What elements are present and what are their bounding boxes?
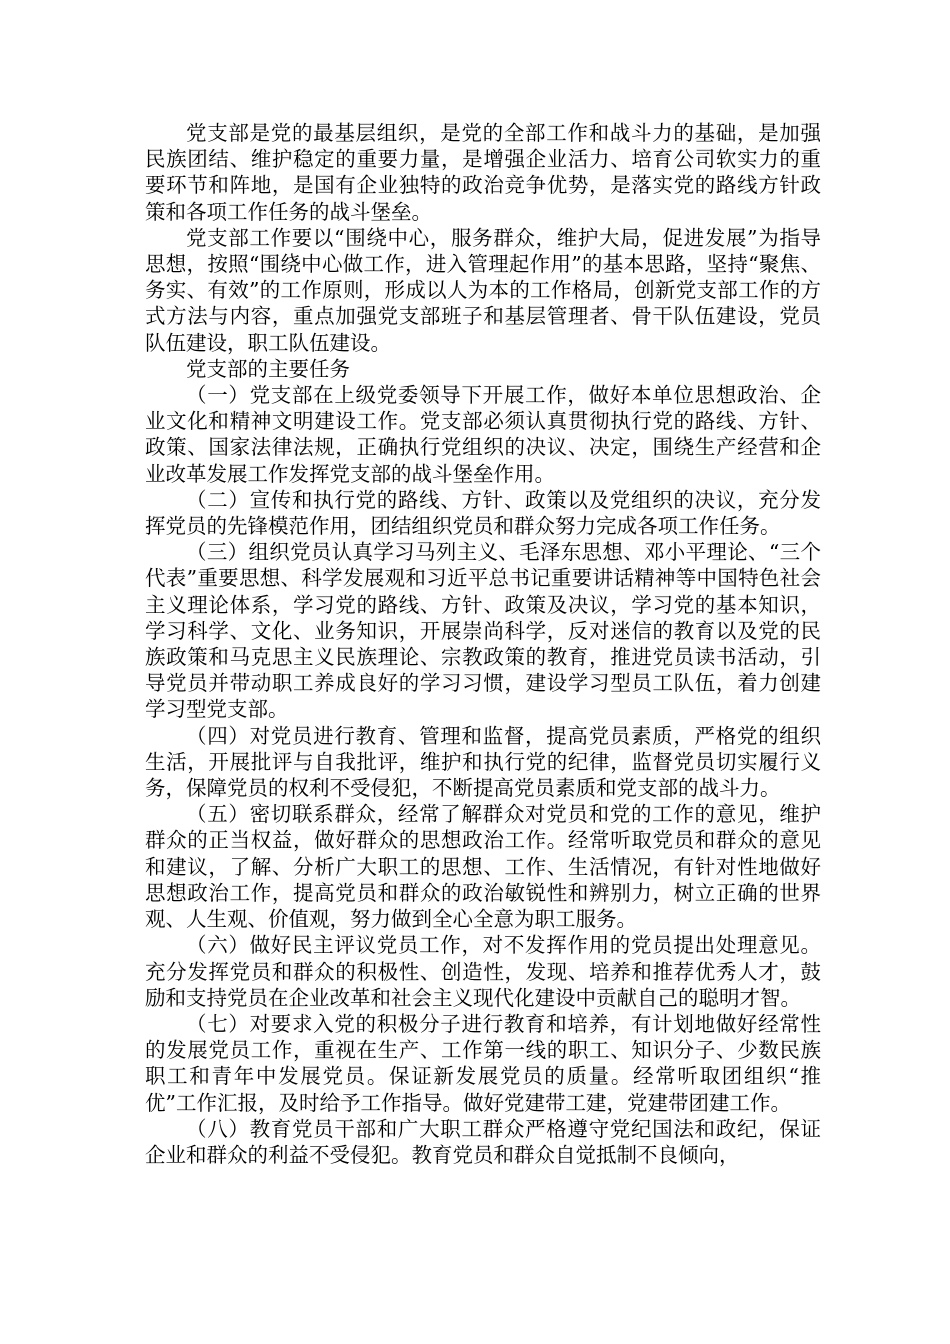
task-paragraph-2: （二）宣传和执行党的路线、方针、政策以及党组织的决议，充分发挥党员的先锋模范作用，团结组织党员和群众努力完成各项工作任务。 [145,487,821,539]
task-paragraph-6: （六）做好民主评议党员工作，对不发挥作用的党员提出处理意见。充分发挥党员和群众的积极性、创造性，发现、培养和推荐优秀人才，鼓励和支持党员在企业改革和社会主义现代化建设中贡献自己的聪明才智。 [145,933,821,1010]
section-heading: 党支部的主要任务 [186,356,350,381]
task-paragraph-5: （五）密切联系群众，经常了解群众对党员和党的工作的意见，维护群众的正当权益，做好群众的思想政治工作。经常听取党员和群众的意见和建议，了解、分析广大职工的思想、工作、生活情况，有针对性地做好思想政治工作，提高党员和群众的政治敏锐性和辨别力，树立正确的世界观、人生观、价值观，努力做到全心全意为职工服务。 [145,802,821,932]
intro-paragraph-2: 党支部工作要以“围绕中心，服务群众，维护大局，促进发展”为指导思想，按照“围绕中心做工作，进入管理起作用”的基本思路，坚持“聚焦、务实、有效”的工作原则，形成以人为本的工作格局，创新党支部工作的方式方法与内容，重点加强党支部班子和基层管理者、骨干队伍建设，党员队伍建设，职工队伍建设。 [145,225,821,355]
task-paragraph-4: （四）对党员进行教育、管理和监督，提高党员素质，严格党的组织生活，开展批评与自我批评，维护和执行党的纪律，监督党员切实履行义务，保障党员的权利不受侵犯，不断提高党员素质和党支部的战斗力。 [145,723,821,801]
task-paragraph-1: （一）党支部在上级党委领导下开展工作，做好本单位思想政治、企业文化和精神文明建设工作。党支部必须认真贯彻执行党的路线、方针、政策、国家法律法规，正确执行党组织的决议、决定，围绕生产经营和企业改革发展工作发挥党支部的战斗堡垒作用。 [145,383,821,486]
document-body [145,120,821,1168]
task-paragraph-8: （八）教育党员干部和广大职工群众严格遵守党纪国法和政纪，保证企业和群众的利益不受侵犯。教育党员和群众自觉抵制不良倾向， [145,1116,821,1167]
task-paragraph-3: （三）组织党员认真学习马列主义、毛泽东思想、邓小平理论、“三个代表”重要思想、科学发展观和习近平总书记重要讲话精神等中国特色社会主义理论体系，学习党的路线、方针、政策及决议，学习党的基本知识，学习科学、文化、业务知识，开展崇尚科学，反对迷信的教育以及党的民族政策和马克思主义民族理论、宗教政策的教育，推进党员读书活动，引导党员并带动职工养成良好的学习习惯，建设学习型员工队伍，着力创建学习型党支部。 [145,540,821,722]
task-paragraph-7: （七）对要求入党的积极分子进行教育和培养，有计划地做好经常性的发展党员工作，重视在生产、工作第一线的职工、知识分子、少数民族职工和青年中发展党员。保证新发展党员的质量。经常听取团组织“推优”工作汇报，及时给予工作指导。做好党建带工建，党建带团建工作。 [145,1011,821,1115]
intro-paragraph-1: 党支部是党的最基层组织，是党的全部工作和战斗力的基础，是加强民族团结、维护稳定的重要力量，是增强企业活力、培育公司软实力的重要环节和阵地，是国有企业独特的政治竞争优势，是落实党的路线方针政策和各项工作任务的战斗堡垒。 [145,121,821,224]
